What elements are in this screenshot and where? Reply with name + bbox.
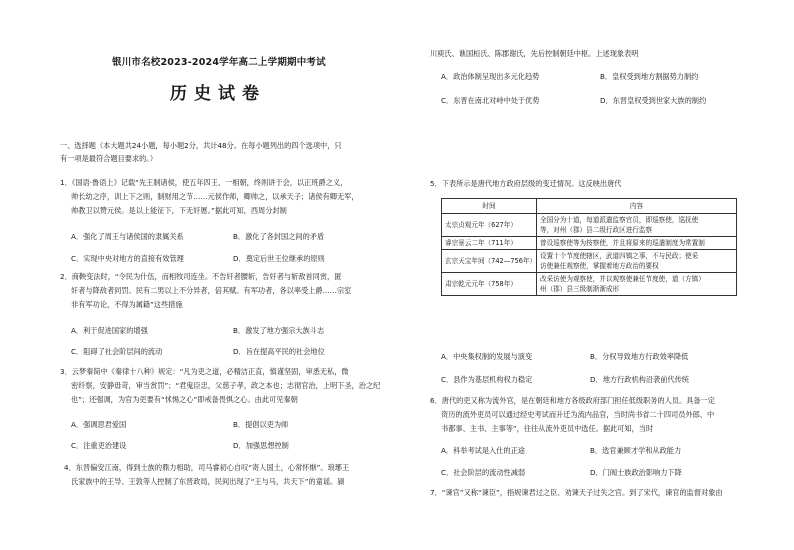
q3-option-c[interactable]: C．注重吏治建设 — [71, 441, 127, 450]
section-intro-line1: 一、选择题（本大题共24小题，每小题2分，共计48分。在每小题列出的四个选项中，只 — [60, 141, 342, 150]
table-row — [442, 250, 737, 273]
q3-stem-line3: 也”；还强调，为官为吏要有“怵惕之心”即戒备畏惧之心。由此可见秦朝 — [71, 395, 298, 404]
q2-stem-line2: 奸者与降敌者同罚。民有二男以上不分异者，倍其赋。有军功者，各以率受上爵……宗室 — [71, 286, 352, 295]
q6-option-c[interactable]: C．社会阶层的流动性减弱 — [441, 468, 526, 477]
page-title: 历史试卷 — [170, 84, 266, 104]
q1-option-d[interactable]: D．奠定后世王位继承的原则 — [233, 254, 325, 263]
school-exam-heading: 银川市名校2023-2024学年高二上学期期中考试 — [112, 57, 326, 68]
q2-stem-line3: 非有军功论，不得为属籍”这些措施 — [71, 300, 183, 309]
table-header-row — [442, 199, 737, 214]
q3-option-a[interactable]: A．强调思君爱国 — [71, 420, 127, 429]
table-cell-time: 肃宗乾元元年（758年） — [442, 273, 537, 296]
q4-option-b[interactable]: B．皇权受到地方割据势力制约 — [600, 72, 699, 81]
q4-stem-line1: 4．东晋偏安江南，得到士族的鼎力相助，司马睿初心自叹“寄人国土，心常怀惭”。琅琊王 — [64, 463, 350, 472]
table-header-time: 时间 — [442, 199, 537, 214]
q7-stem-line1: 7．“谏官”又称“谏臣”，指规谏君过之臣、劝谏天子过失之官。到了宋代，谏官的监督对象由 — [430, 488, 723, 497]
q4-stem-line2: 氏家族中的王导、王敦等人控制了东晋政局，民间出现了“王与马，共天下”的童谣。颍 — [71, 477, 345, 486]
q1-stem-line1: 1．《国语·鲁语上》记载“先王制诸侯，使五年四王、一相朝，终则讲于会，以正班爵之义， — [60, 178, 348, 187]
table-cell-line: 州（郡）县三级制渐渐成形 — [540, 285, 620, 293]
q6-stem-line2: 资历的流外吏员可以通过经史考试而升迁为流内品官，当时尚书省二十四司员外郎、中 — [441, 410, 715, 419]
table-cell-time: 玄宗天宝年间（742—756年） — [442, 250, 537, 273]
q6-stem-line3: 书都事、主书、主事等”，往往从流外吏员中选任。据此可知，当时 — [441, 424, 654, 433]
table-row — [442, 273, 737, 296]
table-cell-line: 访使兼任观察使，掌握着地方政治的要权 — [540, 262, 659, 270]
q2-stem-line1: 2．商鞅变法时，“令民为什伍，而相牧司连坐。不告奸者腰斩，告奸者与斩敌首同赏，匿 — [60, 272, 342, 281]
q6-option-a[interactable]: A．科举考试是入仕的正途 — [441, 446, 525, 455]
table-cell-line: 设置十个节度使辖区，武道四镇之事，不与民政；使采 — [540, 252, 699, 260]
section-intro-line2: 有一项是最符合题目要求的。） — [60, 154, 158, 163]
table-header-content: 内容 — [537, 199, 737, 214]
q5-option-d[interactable]: D．地方行政机构沿袭前代传统 — [590, 375, 689, 384]
q4-option-d[interactable]: D．东晋皇权受到世家大族的制约 — [600, 96, 707, 105]
q3-stem-line1: 3．云梦秦简中《秦律十八种》规定：“凡为吏之道，必精洁正直，慎谨坚固，审悉无私，微 — [60, 367, 349, 376]
table-cell-content — [537, 250, 737, 273]
q4-option-c[interactable]: C．东晋在南北对峙中处于优势 — [441, 96, 540, 105]
q4-stem-line3: 川庾氏、谯国桓氏、陈郡谢氏，先后控制朝廷中枢。上述现象表明 — [430, 49, 639, 58]
q5-option-a[interactable]: A．中央集权制的发展与演变 — [441, 352, 533, 361]
q6-option-d[interactable]: D．门阀士族政治影响力下降 — [590, 468, 682, 477]
table-cell-content — [537, 237, 737, 250]
q1-stem-line3: 帅教卫以赞元侯。是以上能征下，下无奸慝。”据此可知，西周分封制 — [71, 206, 287, 215]
q1-stem-line2: 帅长幼之序，训上下之则，制财用之节……元侯作师，卿帅之，以承天子；诸侯有卿无军， — [71, 192, 359, 201]
q1-option-c[interactable]: C．实现中央对地方的直接有效管理 — [71, 254, 184, 263]
table-row — [442, 237, 737, 250]
q3-option-b[interactable]: B．提倡以吏为师 — [233, 420, 289, 429]
q5-stem: 5．下表所示是唐代地方政府层级的变迁情况。这反映出唐代 — [430, 179, 622, 188]
q2-option-c[interactable]: C．阻碍了社会阶层间的流动 — [71, 347, 163, 356]
q2-option-b[interactable]: B．激发了地方强宗大族斗志 — [233, 326, 325, 335]
q4-option-a[interactable]: A．政治体制呈现出多元化趋势 — [441, 72, 540, 81]
table-cell-line: 曾设巡察使等为按察使，并且将原来的巡遣制度为常置制 — [540, 239, 705, 247]
table-cell-time: 睿宗景云二年（711年） — [442, 237, 537, 250]
q6-option-b[interactable]: B．选官兼顾才学和从政能力 — [590, 446, 682, 455]
q2-option-a[interactable]: A．利于促进国家的增强 — [71, 326, 148, 335]
q6-stem-line1: 6．唐代的吏又称为流外官，是在朝廷和地方各级政府部门担任低级职务的人员。具备一定 — [430, 396, 715, 405]
q3-option-d[interactable]: D．加强思想控制 — [233, 441, 289, 450]
table-row — [442, 214, 737, 237]
q5-option-c[interactable]: C．县作为基层机构权力稳定 — [441, 375, 533, 384]
table-cell-line: 改采访使为观察使，并以观察使兼任节度使，道（方镇） — [540, 275, 705, 283]
q1-option-b[interactable]: B．激化了各封国之间的矛盾 — [233, 232, 325, 241]
q5-option-b[interactable]: B．分权导致地方行政效率降低 — [590, 352, 689, 361]
local-government-table — [441, 198, 737, 296]
q3-stem-line2: 密纤察，安静毋苛，审当赏罚”；“君鬼臣忠，父慈子孝，政之本也；志彻官治，上明下圣，治之纪 — [71, 381, 381, 390]
table-cell-content — [537, 214, 737, 237]
q2-option-d[interactable]: D．旨在提高平民的社会地位 — [233, 347, 325, 356]
table-cell-line: 全国分为十道，每道派遣监察官员，即巡察使，巡抚使 — [540, 216, 699, 224]
table-cell-content — [537, 273, 737, 296]
table-cell-line: 等，对州（郡）县二级行政区进行监察 — [540, 226, 653, 234]
q1-option-a[interactable]: A．强化了周王与诸侯国的隶属关系 — [71, 232, 184, 241]
table-cell-time: 太宗贞观元年（627年） — [442, 214, 537, 237]
